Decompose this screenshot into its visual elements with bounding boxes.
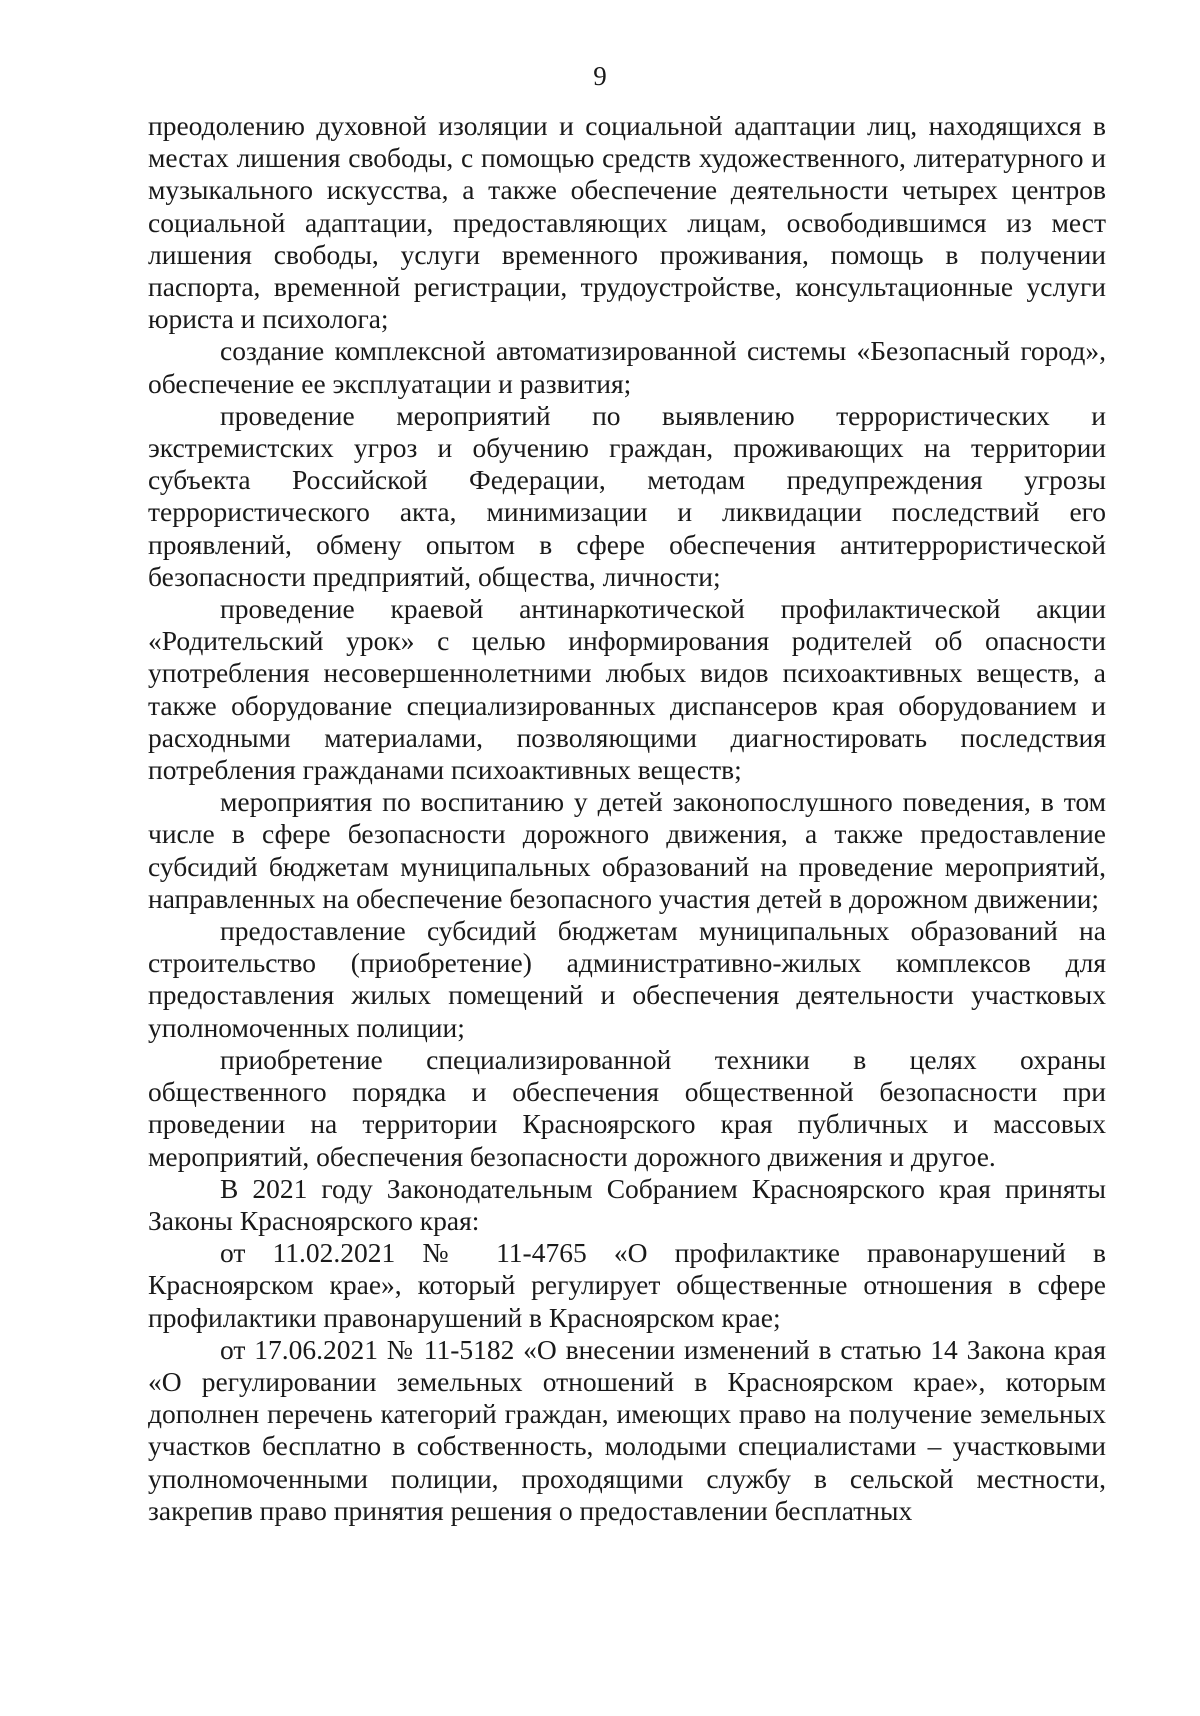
paragraph-antidrug: проведение краевой антинаркотической профилактической акции «Родительский урок» с целью информирования родителей об опасности употребления несовершеннолетними любых видов психоактивных веществ, а также оборудование специализированных диспансеров края оборудованием и расходными материалами, позволяющими диагностировать последствия потребления гражданами психоактивных веществ; (148, 593, 1106, 786)
paragraph-police-housing: предоставление субсидий бюджетам муниципальных образований на строительство (приобретение) административно-жилых комплексов для предоставления жилых помещений и обеспечения деятельности участковых уполномоченных полиции; (148, 915, 1106, 1043)
paragraph-special-equipment: приобретение специализированной техники в целях охраны общественного порядка и обеспечения общественной безопасности при проведении на территории Красноярского края публичных и массовых мероприятий, обеспечения безопасности дорожного движения и другое. (148, 1043, 1106, 1172)
paragraph-safe-city: создание комплексной автоматизированной системы «Безопасный город», обеспечение ее эксплуатации и развития; (148, 335, 1106, 399)
paragraph-children-road-safety: мероприятия по воспитанию у детей законопослушного поведения, в том числе в сфере безопасности дорожного движения, а также предоставление субсидий бюджетам муниципальных образований на проведение мероприятий, направленных на обеспечение безопасного участия детей в дорожном движении; (148, 786, 1106, 914)
paragraph-law-11-4765: от 11.02.2021 № 11-4765 «О профилактике правонарушений в Красноярском крае», который регулирует общественные отношения в сфере профилактики правонарушений в Красноярском крае; (148, 1237, 1106, 1333)
paragraph-law-11-5182: от 17.06.2021 № 11-5182 «О внесении изменений в статью 14 Закона края «О регулировании земельных отношений в Красноярском крае», которым дополнен перечень категорий граждан, имеющих право на получение земельных участков бесплатно в собственность, молодыми специалистами – участковыми уполномоченными полиции, проходящими службу в сельской местности, закрепив право принятия решения о предоставлении бесплатных (148, 1333, 1106, 1526)
page-number: 9 (593, 61, 607, 91)
document-body (148, 110, 1106, 1527)
paragraph-antiterror: проведение мероприятий по выявлению террористических и экстремистских угроз и обучению граждан, проживающих на территории субъекта Российской Федерации, методам предупреждения угрозы террористического акта, минимизации и ликвидации последствий его проявлений, обмену опытом в сфере обеспечения антитеррористической безопасности предприятий, общества, личности; (148, 399, 1106, 592)
paragraph-social-adaptation: преодолению духовной изоляции и социальной адаптации лиц, находящихся в местах лишения свободы, с помощью средств художественного, литературного и музыкального искусства, а также обеспечение деятельности четырех центров социальной адаптации, предоставляющих лицам, освободившимся из мест лишения свободы, услуги временного проживания, помощь в получении паспорта, временной регистрации, трудоустройстве, консультационные услуги юриста и психолога; (148, 110, 1106, 335)
paragraph-laws-intro: В 2021 году Законодательным Собранием Красноярского края приняты Законы Красноярского края: (148, 1172, 1106, 1236)
